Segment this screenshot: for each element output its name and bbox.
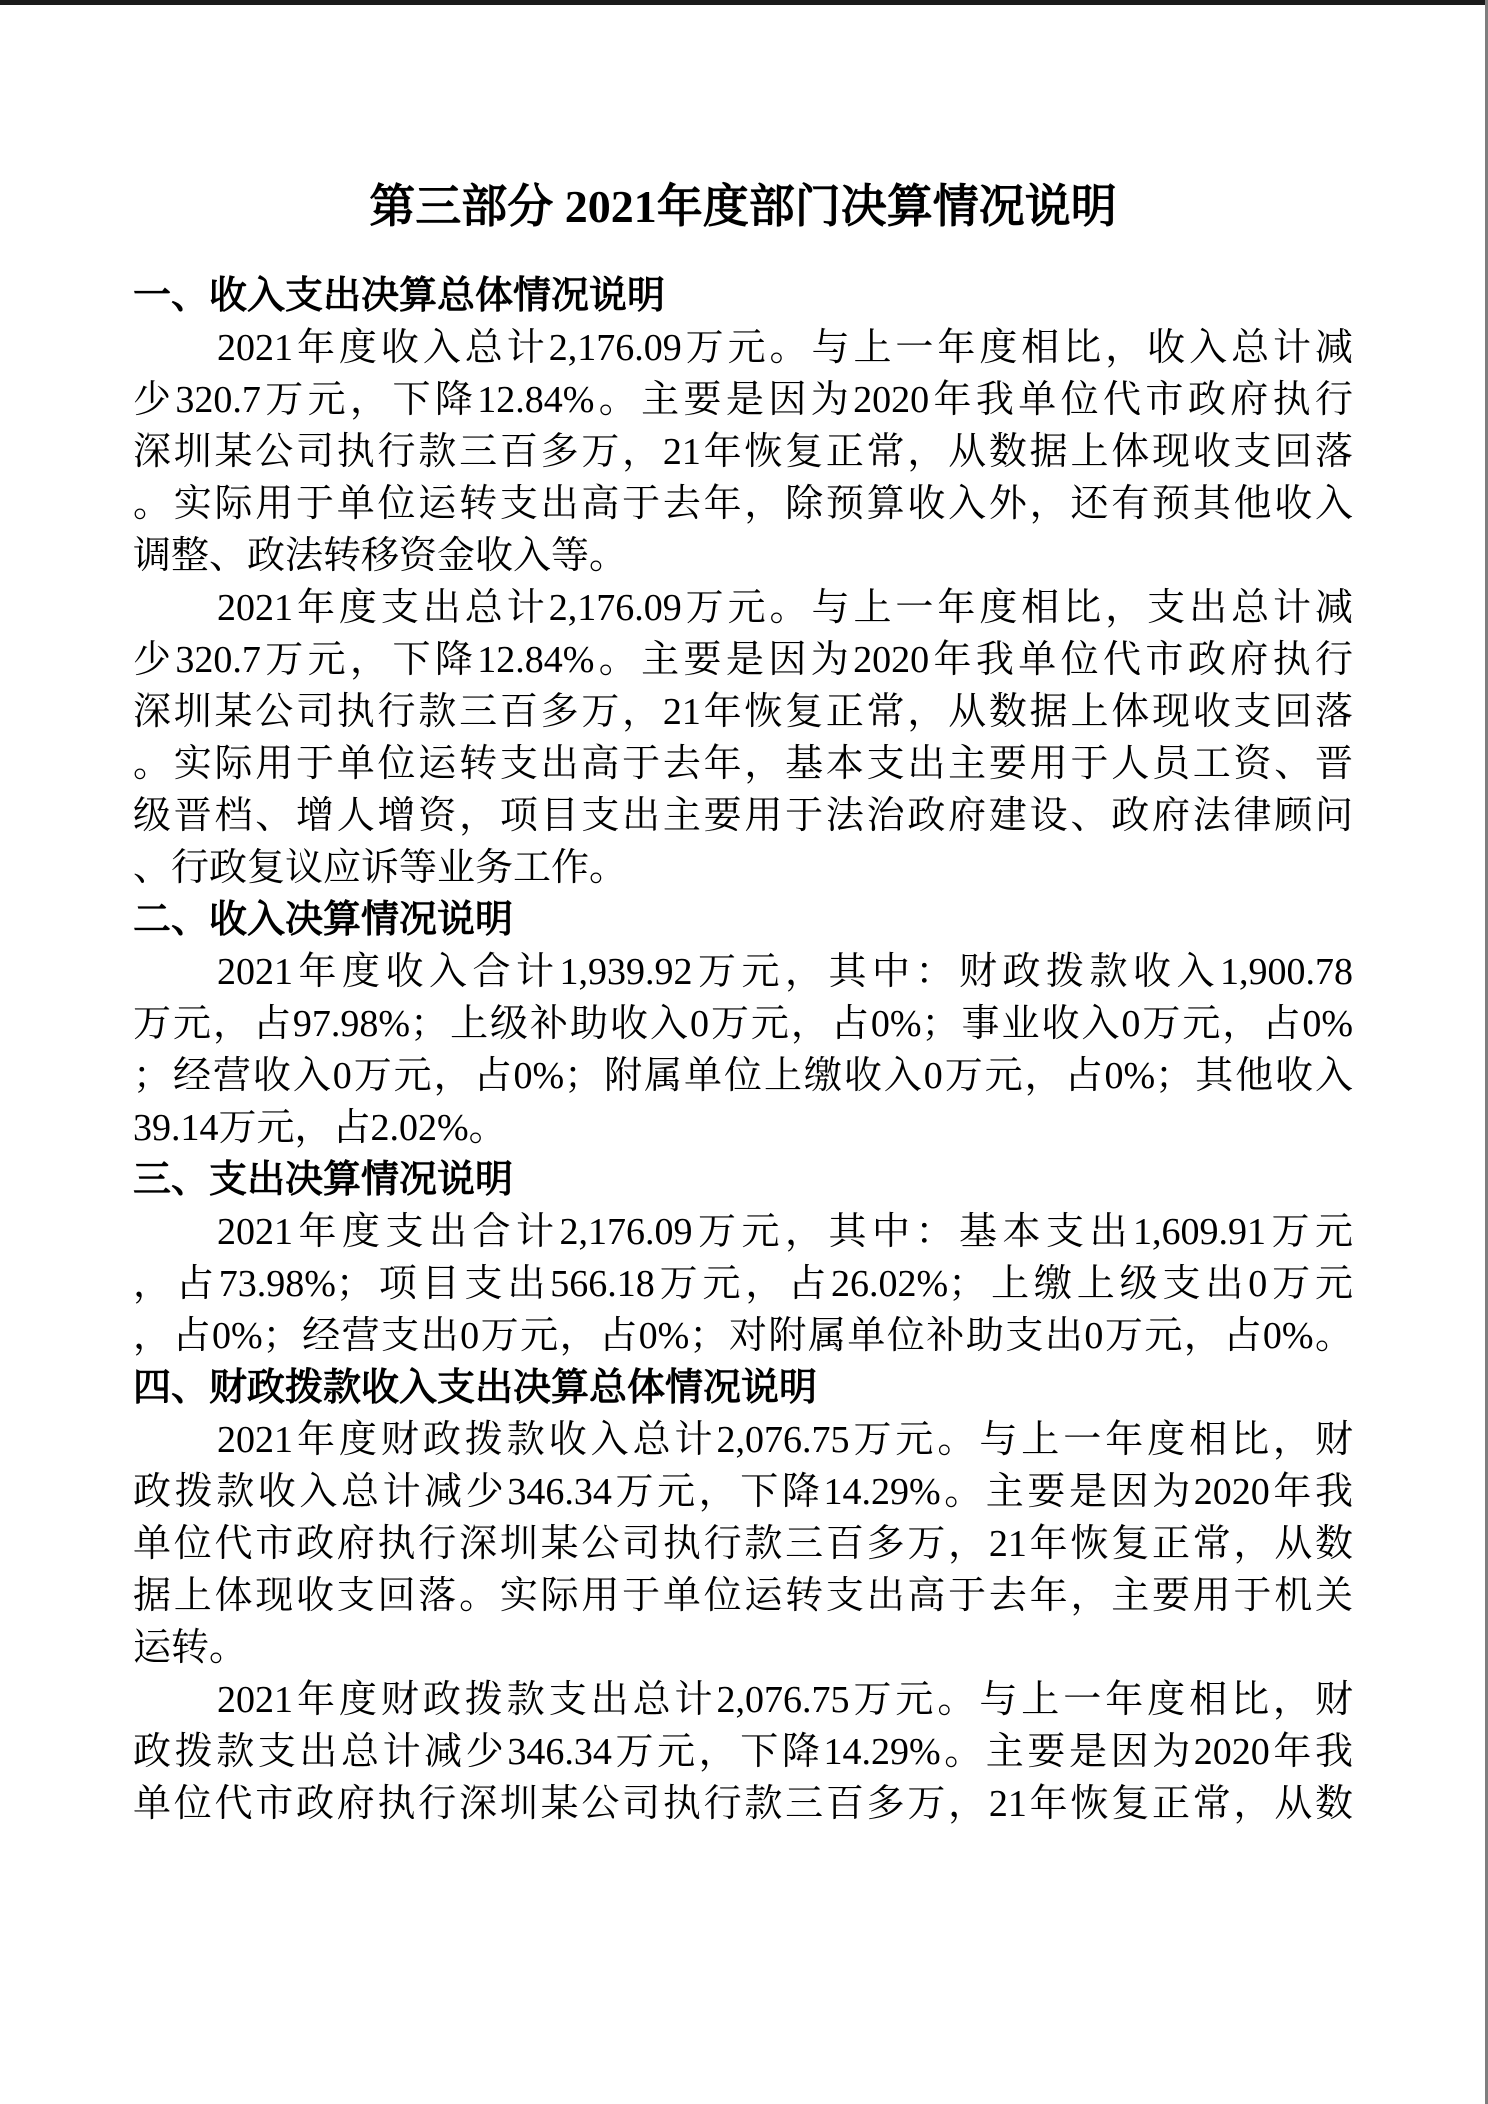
body-line: 2021年度财政拨款支出总计2,076.75万元。与上一年度相比，财 bbox=[217, 1679, 1353, 1721]
body-line: 单位代市政府执行深圳某公司执行款三百多万，21年恢复正常，从数 bbox=[133, 1783, 1353, 1825]
body-line: 深圳某公司执行款三百多万，21年恢复正常，从数据上体现收支回落 bbox=[133, 691, 1353, 733]
body-line: 2021年度财政拨款收入总计2,076.75万元。与上一年度相比，财 bbox=[217, 1419, 1353, 1461]
section-heading-2: 二、收入决算情况说明 bbox=[133, 899, 514, 941]
body-line: 2021年度支出合计2,176.09万元，其中：基本支出1,609.91万元 bbox=[217, 1211, 1353, 1253]
body-line: 。实际用于单位运转支出高于去年，基本支出主要用于人员工资、晋 bbox=[133, 743, 1353, 785]
body-line: 调整、政法转移资金收入等。 bbox=[133, 535, 628, 577]
section-heading-1: 一、收入支出决算总体情况说明 bbox=[133, 275, 666, 317]
body-line: 据上体现收支回落。实际用于单位运转支出高于去年，主要用于机关 bbox=[133, 1575, 1353, 1617]
body-line: 运转。 bbox=[133, 1627, 248, 1669]
body-line: 少320.7万元，下降12.84%。主要是因为2020年我单位代市政府执行 bbox=[133, 379, 1353, 421]
body-line: 2021年度收入总计2,176.09万元。与上一年度相比，收入总计减 bbox=[217, 327, 1353, 369]
body-line: 级晋档、增人增资，项目支出主要用于法治政府建设、政府法律顾问 bbox=[133, 795, 1353, 837]
document-title: 第三部分 2021年度部门决算情况说明 bbox=[369, 181, 1117, 232]
body-line: ，占73.98%；项目支出566.18万元，占26.02%；上缴上级支出0万元 bbox=[133, 1263, 1353, 1305]
section-heading-3: 三、支出决算情况说明 bbox=[133, 1159, 514, 1201]
body-line: 39.14万元，占2.02%。 bbox=[133, 1107, 507, 1149]
scan-top-edge-bar bbox=[0, 0, 1488, 5]
section-heading-4: 四、财政拨款收入支出决算总体情况说明 bbox=[133, 1367, 818, 1409]
body-line: ；经营收入0万元，占0%；附属单位上缴收入0万元，占0%；其他收入 bbox=[133, 1055, 1353, 1097]
body-line: 政拨款收入总计减少346.34万元，下降14.29%。主要是因为2020年我 bbox=[133, 1471, 1353, 1513]
body-line: 少320.7万元，下降12.84%。主要是因为2020年我单位代市政府执行 bbox=[133, 639, 1353, 681]
body-line: 政拨款支出总计减少346.34万元，下降14.29%。主要是因为2020年我 bbox=[133, 1731, 1353, 1773]
document-content bbox=[133, 172, 1353, 1830]
body-line: 2021年度收入合计1,939.92万元，其中：财政拨款收入1,900.78 bbox=[217, 951, 1353, 993]
body-line: 万元，占97.98%；上级补助收入0万元，占0%；事业收入0万元，占0% bbox=[133, 1003, 1353, 1045]
body-line: 单位代市政府执行深圳某公司执行款三百多万，21年恢复正常，从数 bbox=[133, 1523, 1353, 1565]
body-line: 2021年度支出总计2,176.09万元。与上一年度相比，支出总计减 bbox=[217, 587, 1353, 629]
body-line: ，占0%；经营支出0万元，占0%；对附属单位补助支出0万元，占0%。 bbox=[133, 1315, 1353, 1357]
body-line: 、行政复议应诉等业务工作。 bbox=[133, 847, 628, 889]
body-line: 。实际用于单位运转支出高于去年，除预算收入外，还有预其他收入 bbox=[133, 483, 1353, 525]
body-line: 深圳某公司执行款三百多万，21年恢复正常，从数据上体现收支回落 bbox=[133, 431, 1353, 473]
